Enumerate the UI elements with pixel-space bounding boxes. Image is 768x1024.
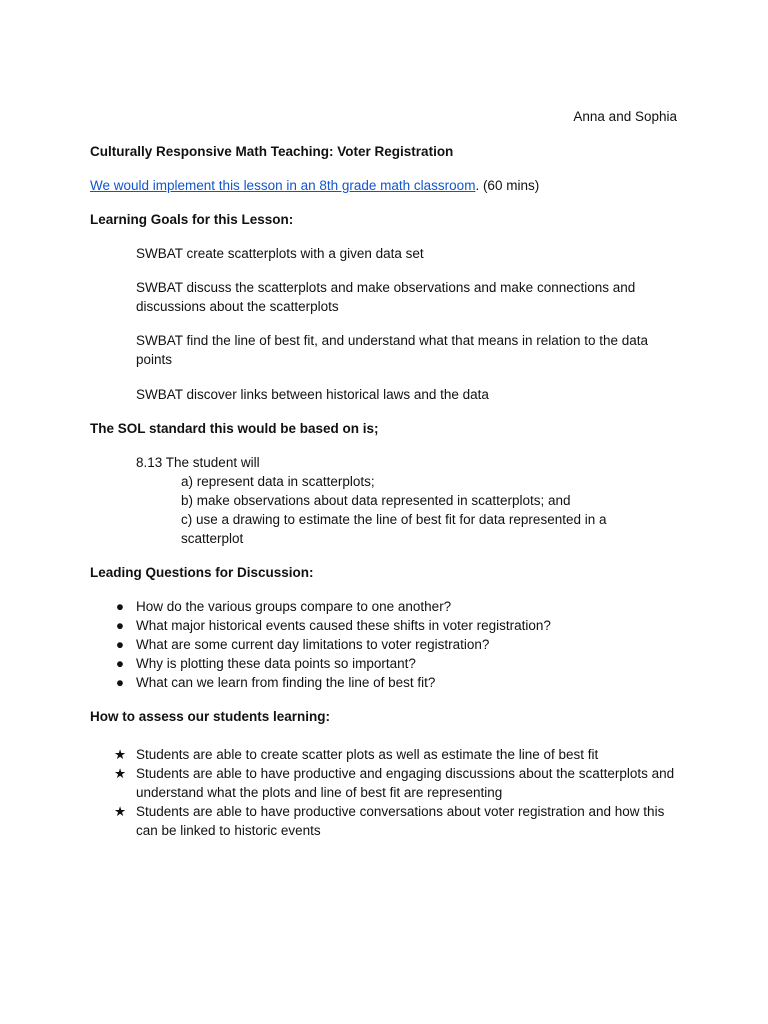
question-text: What are some current day limitations to voter registration? — [136, 637, 490, 652]
star-icon: ★ — [113, 766, 127, 781]
question-text: How do the various groups compare to one another? — [136, 599, 452, 614]
sol-item: b) make observations about data represented in scatterplots; and — [181, 493, 571, 508]
learning-goal: SWBAT find the line of best fit, and understand what that means in relation to the data points — [136, 333, 649, 367]
list-item — [0, 764, 681, 802]
assessment-text: Students are able to have productive conversations about voter registration and how this can be linked to historic events — [136, 804, 665, 838]
sol-intro: 8.13 The student will — [136, 455, 260, 470]
assessment-text: Students are able to have productive and engaging discussions about the scatterplots and understand what the plots and line of best fit are representing — [136, 766, 675, 800]
question-text: What major historical events caused these shifts in voter registration? — [136, 618, 551, 633]
list-item — [0, 597, 681, 616]
intro-line — [90, 176, 539, 195]
bullet-icon: ● — [115, 675, 125, 690]
sol-heading: The SOL standard this would be based on is; — [90, 421, 379, 436]
questions-heading: Leading Questions for Discussion: — [90, 565, 314, 580]
list-item — [0, 802, 681, 840]
list-item — [0, 635, 681, 654]
question-text: What can we learn from finding the line of best fit? — [136, 675, 436, 690]
learning-goal: SWBAT discover links between historical laws and the data — [136, 387, 489, 402]
list-item — [0, 654, 681, 673]
learning-goals-heading: Learning Goals for this Lesson: — [90, 212, 294, 227]
intro-link[interactable]: We would implement this lesson in an 8th grade math classroom — [90, 178, 476, 193]
learning-goal: SWBAT create scatterplots with a given data set — [136, 246, 424, 261]
list-item — [0, 673, 681, 692]
list-item — [0, 616, 681, 635]
assessment-heading: How to assess our students learning: — [90, 709, 331, 724]
learning-goal: SWBAT discuss the scatterplots and make observations and make connections and discussions about the scatterplots — [136, 280, 636, 314]
sol-item: c) use a drawing to estimate the line of best fit for data represented in a scatterplot — [181, 512, 607, 546]
bullet-icon: ● — [115, 599, 125, 614]
document-title: Culturally Responsive Math Teaching: Voter Registration — [90, 144, 454, 159]
question-text: Why is plotting these data points so important? — [136, 656, 416, 671]
bullet-icon: ● — [115, 656, 125, 671]
intro-suffix: . (60 mins) — [475, 178, 540, 193]
assessment-text: Students are able to create scatter plots as well as estimate the line of best fit — [136, 747, 599, 762]
assessment-list — [0, 745, 681, 840]
star-icon: ★ — [113, 804, 127, 819]
sol-item: a) represent data in scatterplots; — [181, 474, 375, 489]
questions-list — [0, 597, 681, 692]
bullet-icon: ● — [115, 618, 125, 633]
bullet-icon: ● — [115, 637, 125, 652]
authors: Anna and Sophia — [573, 109, 677, 124]
list-item — [0, 745, 681, 764]
star-icon: ★ — [113, 747, 127, 762]
